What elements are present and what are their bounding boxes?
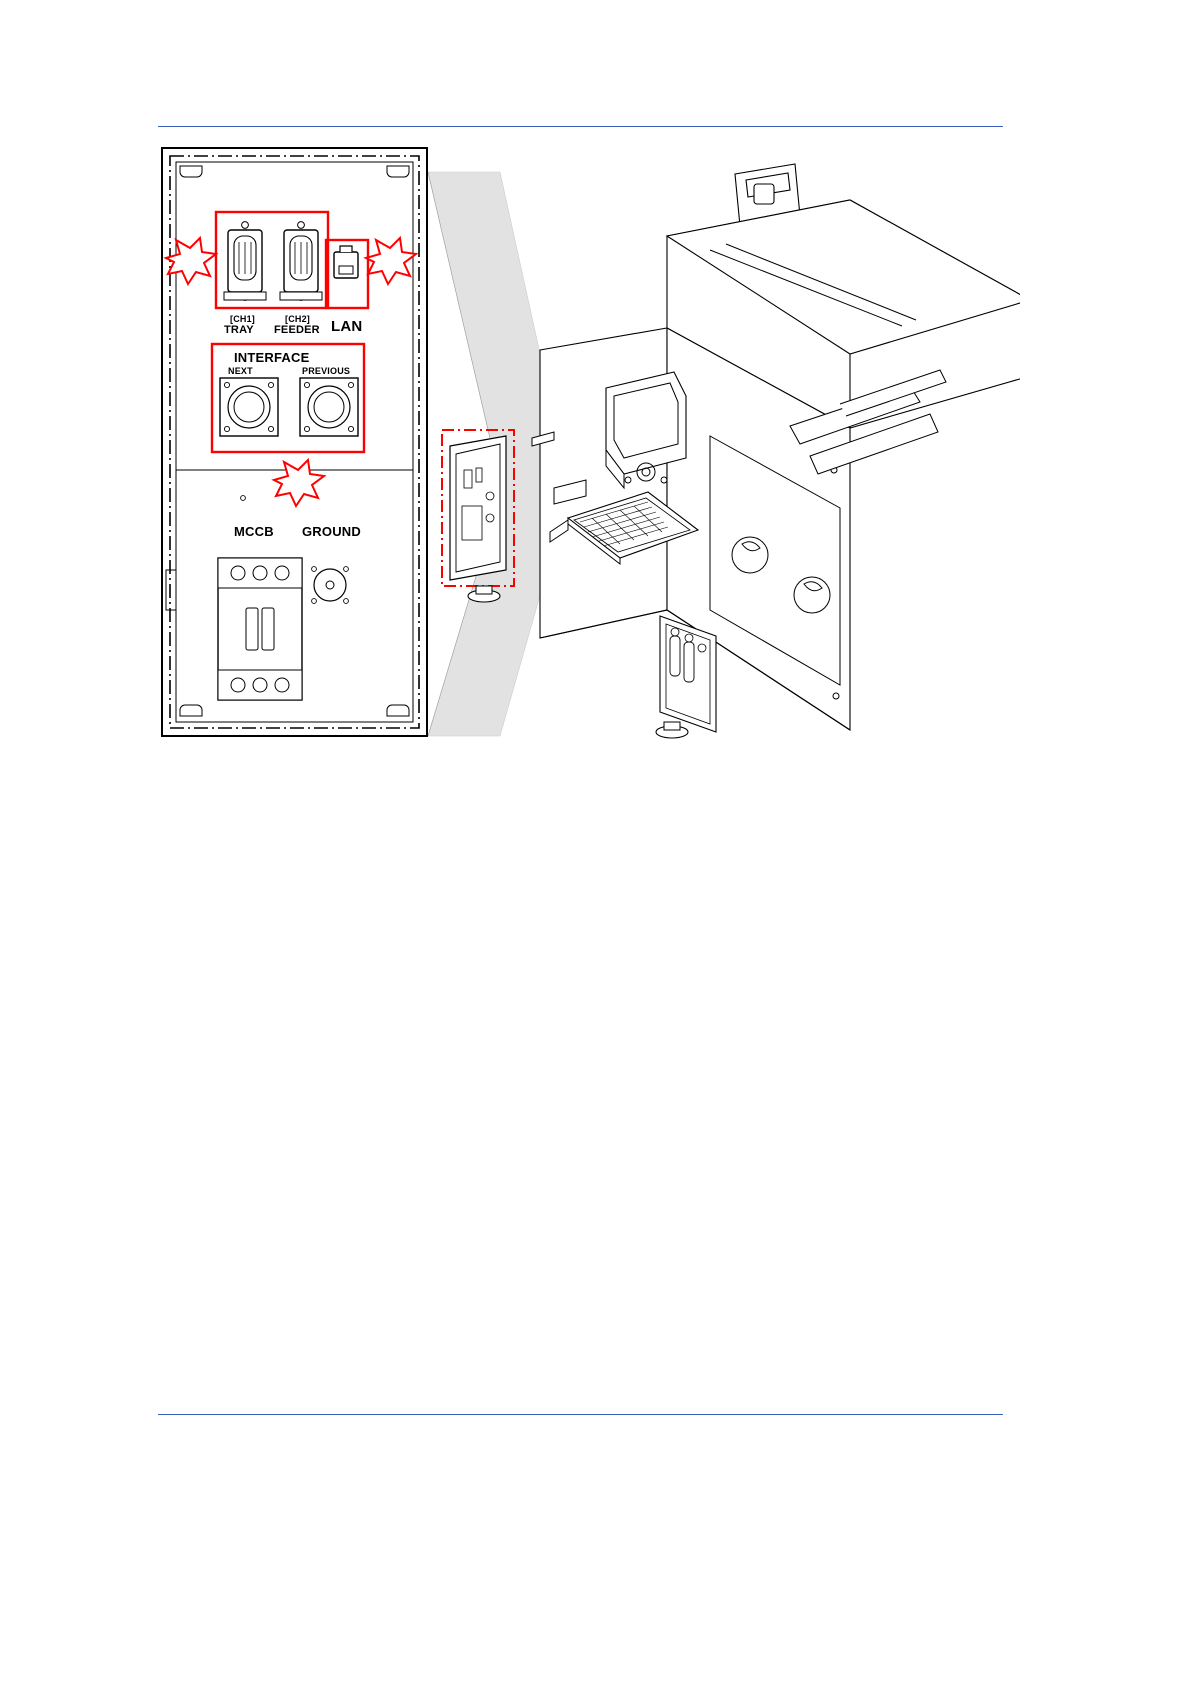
label-ch2: [CH2] [285,314,310,324]
header-rule [158,126,1003,127]
mccb-breaker [218,558,302,700]
label-mccb: MCCB [234,524,274,539]
label-ch1: [CH1] [230,314,255,324]
chip-mounter-machine [442,164,1020,738]
tray-connector [224,222,266,301]
label-tray: TRAY [224,324,254,336]
label-interface: INTERFACE [234,350,310,365]
interface-previous-connector [300,378,358,436]
connector-panel-area [450,436,506,580]
label-lan: LAN [331,318,363,335]
figure-artwork [150,140,1020,760]
label-interface-previous: PREVIOUS [302,366,351,376]
footer-rule [158,1414,1003,1415]
enlarged-panel [162,148,427,736]
label-interface-next: NEXT [228,366,253,376]
feeder-connector [280,222,322,301]
air-filter-unit [660,616,716,732]
interface-next-connector [220,378,278,436]
label-ground: GROUND [302,524,361,539]
figure-container [150,140,1020,760]
label-feeder: FEEDER [274,324,320,336]
